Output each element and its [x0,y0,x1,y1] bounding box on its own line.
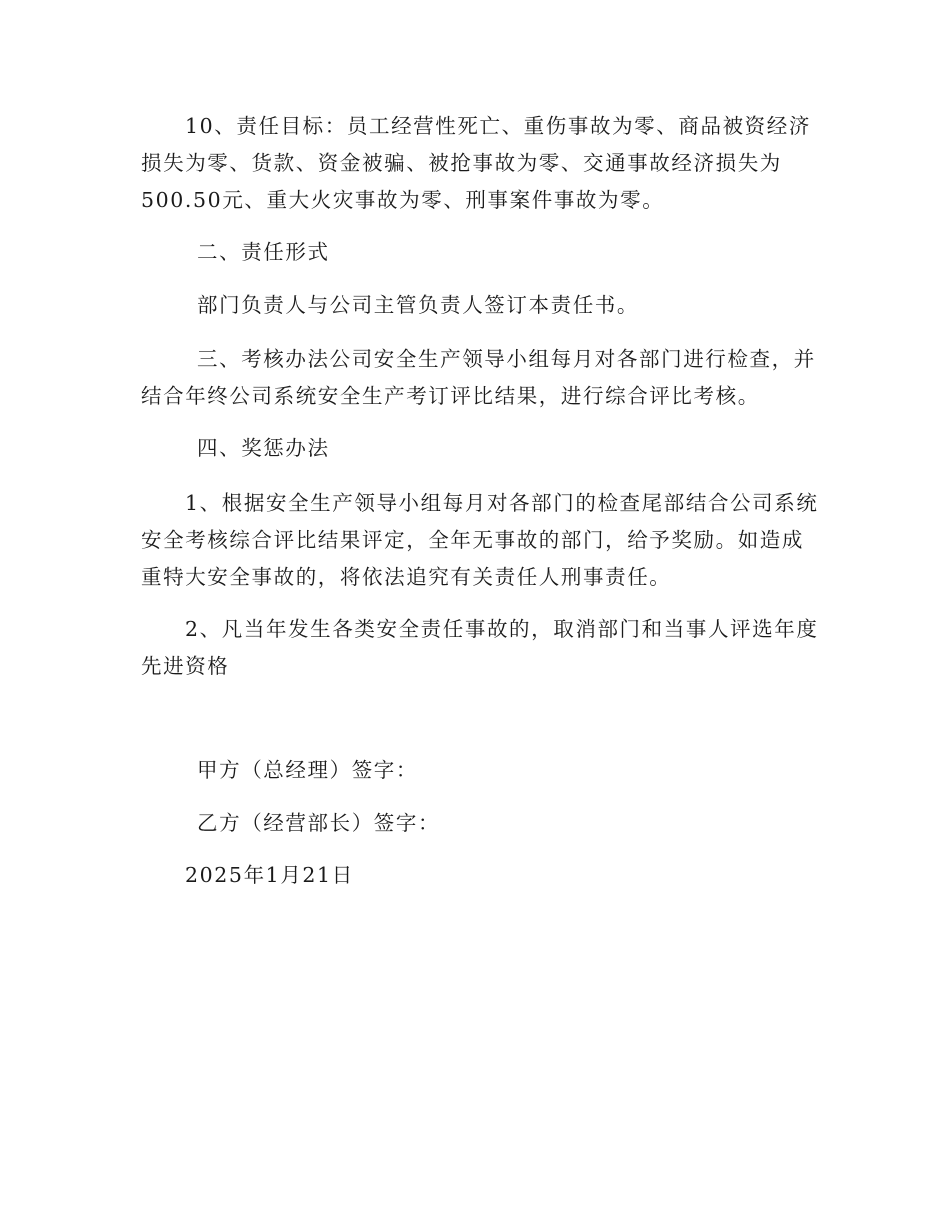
text-line: 500.50元、重大火灾事故为零、刑事案件事故为零。 [141,188,665,212]
text-line: 先进资格 [141,654,230,678]
text-line: 安全考核综合评比结果评定，全年无事故的部门，给予奖励。如造成 [141,528,804,552]
text-line: 1、根据安全生产领导小组每月对各部门的检查尾部结合公司系统 [185,491,819,515]
date-text: 2025年1月21日 [185,863,354,887]
paragraph-item-10 [141,108,813,219]
signature-date [141,857,813,894]
text-line: 重特大安全事故的，将依法追究有关责任人刑事责任。 [141,565,672,589]
paragraph-assessment [141,341,816,415]
signature-label: 乙方（经营部长）签字： [197,811,441,835]
text-line: 三、考核办法公司安全生产领导小组每月对各部门进行检查，并 [197,347,816,371]
text-line: 2、凡当年发生各类安全责任事故的，取消部门和当事人评选年度 [185,617,819,641]
section-heading-rewards [141,430,813,467]
signature-party-b [141,805,813,842]
signature-label: 甲方（总经理）签字： [197,758,418,782]
text-line: 结合年终公司系统安全生产考订评比结果，进行综合评比考核。 [141,384,760,408]
paragraph-form-text [141,287,813,324]
text-line: 损失为零、货款、资金被骗、被抢事故为零、交通事故经济损失为 [141,151,782,175]
section-heading-form [141,234,813,271]
paragraph-reward-1 [141,485,819,596]
paragraph-reward-2 [141,611,819,685]
text-line: 二、责任形式 [197,240,330,264]
text-line: 四、奖惩办法 [197,436,330,460]
signature-party-a [141,752,813,789]
text-line: 部门负责人与公司主管负责人签订本责任书。 [197,293,639,317]
text-line: 10、责任目标：员工经营性死亡、重伤事故为零、商品被资经济 [185,114,811,138]
